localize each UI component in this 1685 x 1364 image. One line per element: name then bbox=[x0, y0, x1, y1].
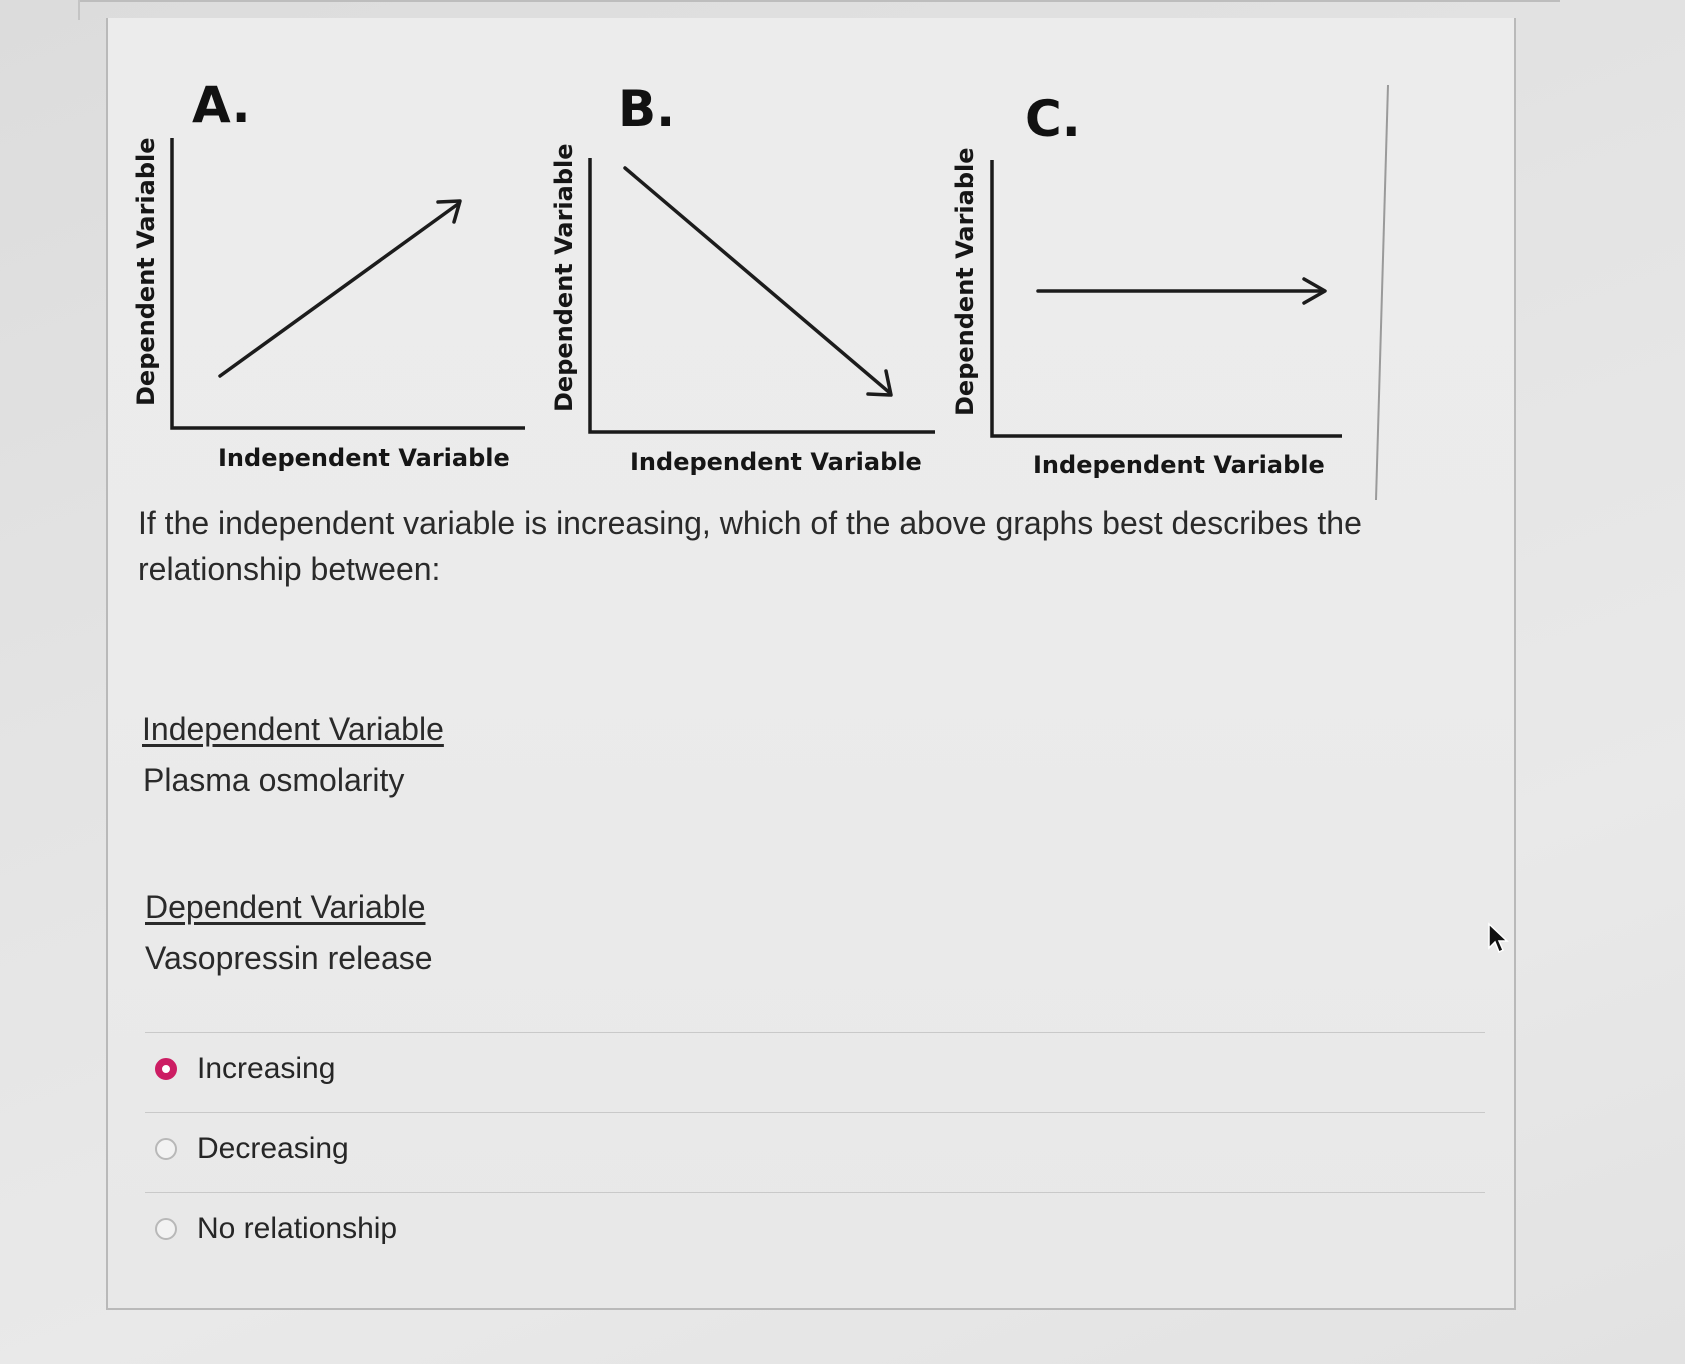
graph-b bbox=[550, 80, 935, 476]
graph-b-ylabel: Dependent Variable bbox=[550, 143, 578, 412]
graph-c-axes bbox=[992, 160, 1342, 436]
dependent-variable-heading: Dependent Variable bbox=[145, 889, 426, 925]
option-increasing[interactable] bbox=[155, 1047, 335, 1091]
graph-a-letter: A. bbox=[192, 76, 251, 134]
options-divider-1 bbox=[145, 1112, 1485, 1113]
page-left-edge bbox=[78, 0, 80, 20]
graph-a-ylabel: Dependent Variable bbox=[132, 137, 160, 406]
graph-a-xlabel: Independent Variable bbox=[218, 444, 510, 472]
graph-b-decreasing-line bbox=[625, 168, 890, 393]
graph-b-letter: B. bbox=[618, 80, 676, 138]
option-no-relationship-label: No relationship bbox=[197, 1212, 398, 1245]
question-text: If the independent variable is increasing, which of the above graphs best describes the relationship between: bbox=[138, 505, 1362, 587]
option-decreasing[interactable] bbox=[155, 1127, 349, 1171]
graph-a-increasing-line bbox=[220, 204, 458, 376]
mouse-cursor-icon bbox=[1487, 922, 1511, 961]
graph-c-ylabel: Dependent Variable bbox=[951, 147, 979, 416]
graph-c bbox=[951, 90, 1342, 479]
graphs-figure bbox=[120, 70, 1420, 510]
option-decreasing-label: Decreasing bbox=[197, 1132, 349, 1165]
graph-b-axes bbox=[590, 158, 935, 432]
figure-right-edge bbox=[1376, 85, 1388, 500]
graph-a bbox=[132, 76, 525, 472]
radio-decreasing[interactable] bbox=[155, 1138, 177, 1160]
radio-no-relationship[interactable] bbox=[155, 1218, 177, 1240]
graph-c-letter: C. bbox=[1025, 90, 1081, 148]
graph-b-xlabel: Independent Variable bbox=[630, 448, 922, 476]
options-divider-top bbox=[145, 1032, 1485, 1033]
page-top-border bbox=[80, 0, 1560, 2]
option-no-relationship[interactable] bbox=[155, 1207, 397, 1251]
graphs-image bbox=[120, 70, 1420, 510]
radio-increasing-selected[interactable] bbox=[155, 1058, 177, 1080]
dependent-variable-value: Vasopressin release bbox=[145, 940, 433, 976]
option-increasing-label: Increasing bbox=[197, 1052, 336, 1085]
options-divider-2 bbox=[145, 1192, 1485, 1193]
graph-c-xlabel: Independent Variable bbox=[1033, 451, 1325, 479]
independent-variable-heading: Independent Variable bbox=[142, 711, 444, 747]
independent-variable-value: Plasma osmolarity bbox=[143, 762, 405, 798]
